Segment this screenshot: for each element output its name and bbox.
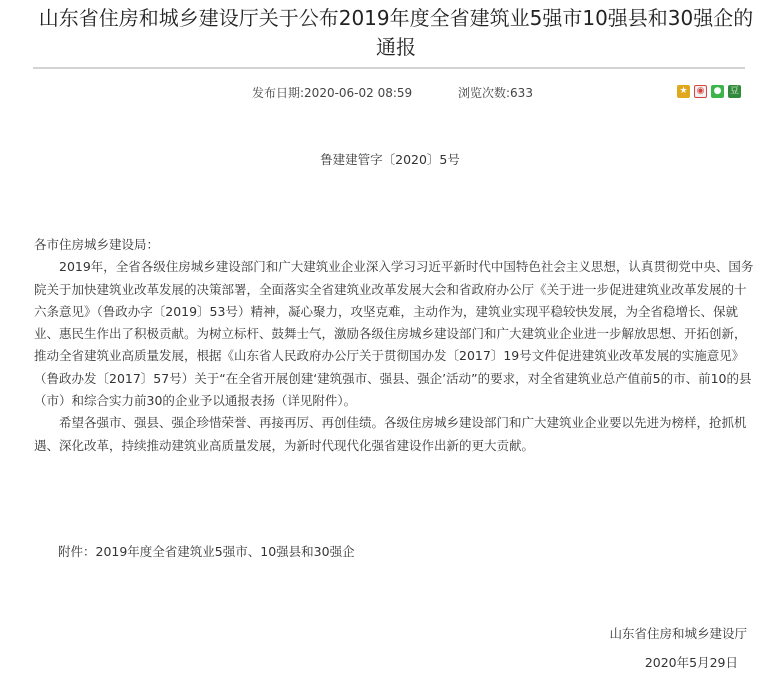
weibo-icon[interactable]: ◉	[694, 85, 707, 98]
document-number: 鲁建建管字〔2020〕5号	[320, 152, 460, 167]
douban-icon[interactable]: 豆	[729, 86, 739, 96]
attachment-link[interactable]: 附件：2019年度全省建筑业5强市、10强县和30强企	[58, 544, 355, 559]
body-paragraph-2: 希望各强市、强县、强企珍惜荣誉、再接再厉、再创佳绩。各级住房城乡建设部门和广大建筑业企业要以先进为榜样，抢抓机遇、深化改革，持续推动建筑业高质量发展，为新时代现代化强省建设作出新的更大贡献。	[34, 415, 747, 453]
signature-date: 2020年5月29日	[644, 655, 738, 670]
wechat-icon[interactable]: ●	[711, 85, 724, 98]
article-title: 山东省住房和城乡建设厅关于公布2019年度全省建筑业5强市10强县和30强企的通报	[38, 6, 754, 59]
share-bar	[677, 85, 741, 98]
salutation: 各市住房城乡建设局：	[34, 237, 160, 252]
title-divider	[33, 67, 745, 69]
signature-organization: 山东省住房和城乡建设厅	[609, 626, 747, 641]
article-body	[34, 234, 754, 457]
body-paragraph-1: 2019年，全省各级住房城乡建设部门和广大建筑业企业深入学习习近平新时代中国特色社会主义思想，认真贯彻党中央、国务院关于加快建筑业改革发展的决策部署，全面落实全省建筑业改革发展大会和省政府办公厅《关于进一步促进建筑业改革发展的十六条意见》（鲁政办字〔2019〕53号）精神，凝心聚力，攻坚克难，主动作为，建筑业实现平稳较快发展，为全省稳增长、保就业、惠民生作出了积极贡献。为树立标杆、鼓舞士气，激励各级住房城乡建设部门和广大建筑业企业进一步解放思想、开拓创新，推动全省建筑业高质量发展，根据《山东省人民政府办公厅关于贯彻国办发〔2017〕19号文件促进建筑业改革发展的实施意见》（鲁政办发〔2017〕57号）关于“在全省开展创建‘建筑强市、强县、强企’活动”的要求，对全省建筑业总产值前5的市、前10的县（市）和综合实力前30的企业予以通报表扬（详见附件）。	[34, 259, 754, 409]
qzone-icon[interactable]: ★	[677, 85, 690, 98]
publish-date: 发布日期:2020-06-02 08:59	[252, 86, 413, 100]
view-count: 浏览次数:633	[458, 86, 533, 100]
